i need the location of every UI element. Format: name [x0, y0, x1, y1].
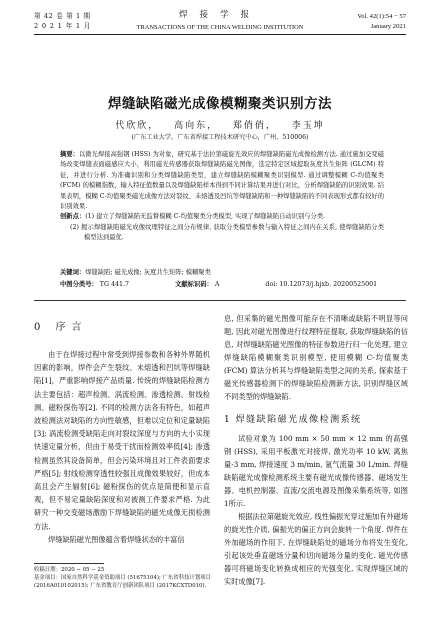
fund-info: 基金项目：国家自然科学基金资助项目 (51675104); 广东省科技计划项目 (2016A010102015); 广东省教育厅创新团队项目 (2017KCXTD010).	[34, 575, 212, 590]
abstract-label: 摘要：	[60, 151, 79, 158]
section-0-heading: 0 序言	[34, 322, 88, 333]
section-0-body	[34, 348, 210, 546]
date-en: January 2021	[370, 23, 406, 30]
affiliation: (广东工业大学，广东省焊接工程技术研究中心，广州，510006)	[131, 134, 309, 141]
journal-name-cn: 焊接学报	[178, 10, 261, 20]
section-1-heading: 1 焊缝缺陷磁光成像检测系统	[224, 415, 362, 425]
journal-name-en: TRANSACTIONS OF THE CHINA WELDING INSTITUTION	[136, 24, 304, 31]
abstract-text: 以微光焊接高强钢 (HSS) 为对象，研究基于法拉第磁旋光效应的焊缝缺陷磁光成像检测方法. 通过施加交变磁场改变焊缝表面磁感应大小，利用磁光传感器获取焊缝缺陷磁光图像，选定特定区域提取灰度共生矩阵 (GLCM) 特征，并进行分析. 为准确识别和分类焊缝缺陷类型，建立焊缝缺陷模糊聚类识别模型. 通过调整模糊 C-均值聚类 (FCM) 的模糊指数，输入特征值数量以及焊缝缺陷样本得到不同计算结果并进行对比，分析焊缝缺陷的识别效果. 结果表明，模糊 C-均值聚类磁光成像方法对裂纹、未熔透及凹坑等焊缝缺陷和一种焊缝缺陷的不同表现形式都有较好的识别效果.	[60, 151, 385, 211]
header-divider	[34, 34, 406, 35]
abstract	[60, 150, 384, 244]
article-meta	[60, 280, 384, 290]
right-column-continuation: 息, 但采集的磁光图像可能存在不清晰或缺陷不明显等问题, 因此对磁光图像进行纹理特征提取, 获取焊缝缺陷的信息, 对焊缝缺陷磁光图像的特征参数进行归一化处理, 建立焊缝缺陷模糊聚类识别模型, 使用模糊 C-均值聚类 (FCM) 算法分析其与焊缝缺陷类型之间的关系, 探索基于磁光传感器检测下的焊缝缺陷检测新方法, 识别焊缝区域不同类型的焊缝缺陷.	[224, 314, 408, 401]
footnote	[34, 566, 214, 591]
volume-cn: 第 42 卷 第 1 期	[34, 12, 91, 20]
clc-number: TG 441.7	[99, 281, 130, 288]
keywords-label: 关键词：	[60, 269, 86, 276]
doc-code: A	[214, 281, 220, 288]
innovation-point-1: (1) 建立了焊缝缺陷无监督模糊 C-均值聚类分类模型, 实现了焊缝缺陷自动识别与分类.	[85, 213, 326, 221]
footnote-divider	[34, 563, 104, 564]
page-header	[34, 10, 406, 40]
section-0-paragraph: 焊缝缺陷磁光图像蕴含着焊缝状态的丰富信	[48, 534, 185, 544]
section-1-body	[224, 432, 408, 588]
author-list: 代欣欣， 高向东， 郑俏俏， 李玉坤	[115, 121, 325, 131]
keywords	[60, 268, 384, 278]
doi: doi: 10.12073/j.hjxb. 20200525001	[265, 281, 378, 288]
abstract-divider	[34, 300, 406, 301]
section-0-paragraph: 由于在焊接过程中常受到焊接参数和各种外界随机因素的影响，焊件会产生裂纹、未熔透和凹坑等焊缝缺陷[1]，严重影响焊接产品质量. 传统的焊缝缺陷检测方法主要包括：超声检测、涡流检测、渗透检测、射线检测、磁粉探伤等[2]. 不同的检测方法各有特色，如超声波检测法对缺陷的方向性敏感，但难以定位和定量缺陷[3]; 涡流检测受缺陷走向对裂纹深度与方向的大小实现快速定量分析，但由于易受干扰而检测效率低[4]; 渗透检测虽然其设备简单，但会污染环境且对工件表面要求严格[5]; 射线检测穿透性较强且成像效果较好，但成本高且会产生辐射[6]; 磁粉探伤的优点是简便和显示直观，但不易定量缺陷深度和对被测工件要求严格. 为此研究一种交变磁场激励下焊缝缺陷的磁光成像无损检测方法.	[34, 350, 210, 531]
section-1-paragraph: 试验对象为 100 mm × 50 mm × 12 mm 的高强钢 (HSS), 采用平板激光对接焊, 激光功率 10 kW, 离焦量-3 mm, 焊接速度 3 m/min, 氩气流量 30 L/min. 焊缝缺陷磁光成像检测系统主要有磁光成像传感器、磁场发生器、电机控制器、直流/交流电源及图像采集系统等, 如图1所示.	[224, 434, 408, 508]
innovation-point-2: (2) 揭示焊缝缺陷磁光成像纹理特征之间分布规律, 获取分类模型参数与输入特征之间内在关系, 使焊缝缺陷分类模型达到最优.	[70, 223, 384, 242]
innovation-label: 创新点：	[60, 213, 86, 221]
received-date: 收稿日期：2020 − 05 − 25	[34, 567, 105, 573]
date-cn: 2 0 2 1 年 1 月	[34, 22, 92, 30]
doc-code-label: 文献标识码：	[175, 281, 213, 288]
section-1-paragraph: 根据法拉第磁旋光效应, 线性偏振光穿过施加有外磁场的旋光性介质, 偏振光的偏正方向会旋转一个角度. 焊件在外加磁场的作用下, 在焊缝缺陷处的磁场分布将发生变化, 引起该处垂直磁场分量和切向磁场分量的变化. 磁光传感器可将磁场变化转换成相应的光强变化, 实现焊缝区域的实时成像[7].	[224, 512, 408, 586]
volume-en: Vol. 42(1):54 − 57	[357, 13, 406, 20]
paper-title: 焊缝缺陷磁光成像模糊聚类识别方法	[108, 96, 332, 112]
clc-label: 中图分类号：	[60, 281, 98, 288]
keywords-text: 焊缝缺陷; 磁光成像; 灰度共生矩阵; 模糊聚类	[85, 269, 211, 276]
